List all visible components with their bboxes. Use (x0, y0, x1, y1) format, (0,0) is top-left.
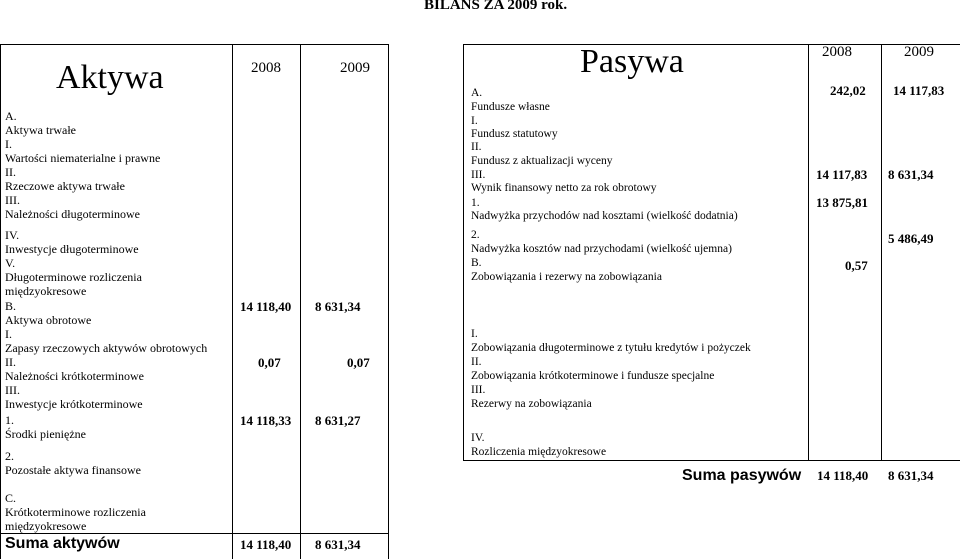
aktywa-year-2009: 2009 (340, 60, 370, 76)
aktywa-suma-2008: 14 118,40 (240, 537, 292, 552)
aktywa-iv-label: Inwestycje długoterminowe (5, 242, 139, 256)
aktywa-v-label-2: międzyokresowe (5, 284, 87, 298)
aktywa-i-label: Wartości niematerialne i prawne (5, 151, 161, 165)
pasywa-b-code: B. (471, 257, 482, 269)
pasywa-iii-2008: 14 117,83 (816, 167, 868, 182)
pasywa-bi-label: Zobowiązania długoterminowe z tytułu kredytów i pożyczek (471, 342, 751, 354)
pasywa-ii-code: II. (471, 141, 482, 153)
aktywa-b-2008: 14 118,40 (240, 299, 292, 314)
aktywa-year-2008: 2008 (251, 60, 281, 76)
pasywa-a-2008: 242,02 (830, 83, 866, 98)
pasywa-left-border (463, 44, 464, 460)
pasywa-2-label: Nadwyżka kosztów nad przychodami (wielkość ujemna) (471, 243, 732, 255)
pasywa-heading: Pasywa (580, 43, 684, 80)
pasywa-i-code: I. (471, 115, 478, 127)
pasywa-i-label: Fundusz statutowy (471, 128, 558, 140)
pasywa-a-label: Fundusze własne (471, 101, 550, 113)
aktywa-v-code: V. (5, 256, 16, 270)
pasywa-biii-label: Rezerwy na zobowiązania (471, 398, 592, 410)
pasywa-b-label: Zobowiązania i rezerwy na zobowiązania (471, 271, 662, 283)
aktywa-v-label-1: Długoterminowe rozliczenia (5, 270, 142, 284)
aktywa-b1-2008: 14 118,33 (240, 413, 292, 428)
aktywa-bottom-border (0, 533, 388, 534)
pasywa-a-code: A. (471, 87, 483, 99)
pasywa-biv-code: IV. (471, 432, 485, 444)
aktywa-c-label-1: Krótkoterminowe rozliczenia (5, 505, 146, 519)
aktywa-b-code: B. (5, 299, 17, 313)
pasywa-2-code: 2. (471, 229, 480, 241)
aktywa-b-label: Aktywa obrotowe (5, 313, 92, 327)
aktywa-iii-code: III. (5, 193, 20, 207)
pasywa-1-2008: 13 875,81 (816, 195, 868, 210)
pasywa-year-2008: 2008 (822, 44, 852, 60)
aktywa-top-border (0, 44, 388, 45)
pasywa-top-border (463, 44, 960, 45)
pasywa-year-2009: 2009 (904, 44, 934, 60)
aktywa-a-code: A. (5, 109, 17, 123)
pasywa-iii-code: III. (471, 169, 486, 181)
aktywa-bii-2008: 0,07 (258, 355, 281, 370)
aktywa-b1-label: Środki pieniężne (5, 427, 86, 441)
aktywa-bi-code: I. (5, 327, 12, 341)
pasywa-biv-label: Rozliczenia międzyokresowe (471, 446, 607, 458)
aktywa-ii-label: Rzeczowe aktywa trwałe (5, 179, 125, 193)
aktywa-biii-label: Inwestycje krótkoterminowe (5, 397, 143, 411)
aktywa-i-code: I. (5, 137, 12, 151)
aktywa-suma-2009: 8 631,34 (315, 537, 361, 552)
pasywa-suma-label: Suma pasywów (682, 467, 802, 484)
pasywa-bi-code: I. (471, 328, 478, 340)
pasywa-2-2009: 5 486,49 (888, 231, 934, 246)
aktywa-left-border (0, 44, 1, 559)
pasywa-a-2009: 14 117,83 (893, 83, 945, 98)
aktywa-col-divider-1 (232, 44, 233, 559)
pasywa-ii-label: Fundusz z aktualizacji wyceny (471, 155, 613, 167)
pasywa-1-code: 1. (471, 197, 480, 209)
pasywa-col-divider-2 (881, 44, 882, 460)
aktywa-heading: Aktywa (56, 59, 164, 96)
aktywa-b2-code: 2. (5, 449, 14, 463)
pasywa-suma-2008: 14 118,40 (817, 468, 869, 483)
aktywa-b2-label: Pozostałe aktywa finansowe (5, 463, 141, 477)
aktywa-iv-code: IV. (5, 228, 20, 242)
aktywa-bi-label: Zapasy rzeczowych aktywów obrotowych (5, 341, 208, 355)
pasywa-bii-label: Zobowiązania krótkoterminowe i fundusze specjalne (471, 370, 715, 382)
pasywa-b-2008: 0,57 (845, 258, 868, 273)
pasywa-1-label: Nadwyżka przychodów nad kosztami (wielkość dodatnia) (471, 210, 738, 222)
aktywa-a-label: Aktywa trwałe (5, 123, 76, 137)
pasywa-biii-code: III. (471, 384, 486, 396)
aktywa-b1-2009: 8 631,27 (315, 413, 361, 428)
aktywa-right-border (388, 44, 389, 559)
pasywa-suma-2009: 8 631,34 (888, 468, 934, 483)
pasywa-bottom-border (463, 460, 960, 461)
aktywa-b1-code: 1. (5, 413, 14, 427)
page-title: BILANS ZA 2009 rok. (424, 0, 568, 13)
aktywa-bii-label: Należności krótkoterminowe (5, 369, 144, 383)
aktywa-iii-label: Należności długoterminowe (5, 207, 140, 221)
aktywa-biii-code: III. (5, 383, 20, 397)
pasywa-col-divider-1 (808, 44, 809, 460)
aktywa-c-label-2: międzyokresowe (5, 519, 87, 533)
pasywa-iii-2009: 8 631,34 (888, 167, 934, 182)
aktywa-ii-code: II. (5, 165, 16, 179)
aktywa-c-code: C. (5, 491, 17, 505)
aktywa-bii-2009: 0,07 (347, 355, 370, 370)
aktywa-b-2009: 8 631,34 (315, 299, 361, 314)
aktywa-suma-label: Suma aktywów (5, 535, 120, 552)
pasywa-bii-code: II. (471, 356, 482, 368)
aktywa-col-divider-2 (300, 44, 301, 559)
pasywa-iii-label: Wynik finansowy netto za rok obrotowy (471, 182, 657, 194)
aktywa-bii-code: II. (5, 355, 16, 369)
